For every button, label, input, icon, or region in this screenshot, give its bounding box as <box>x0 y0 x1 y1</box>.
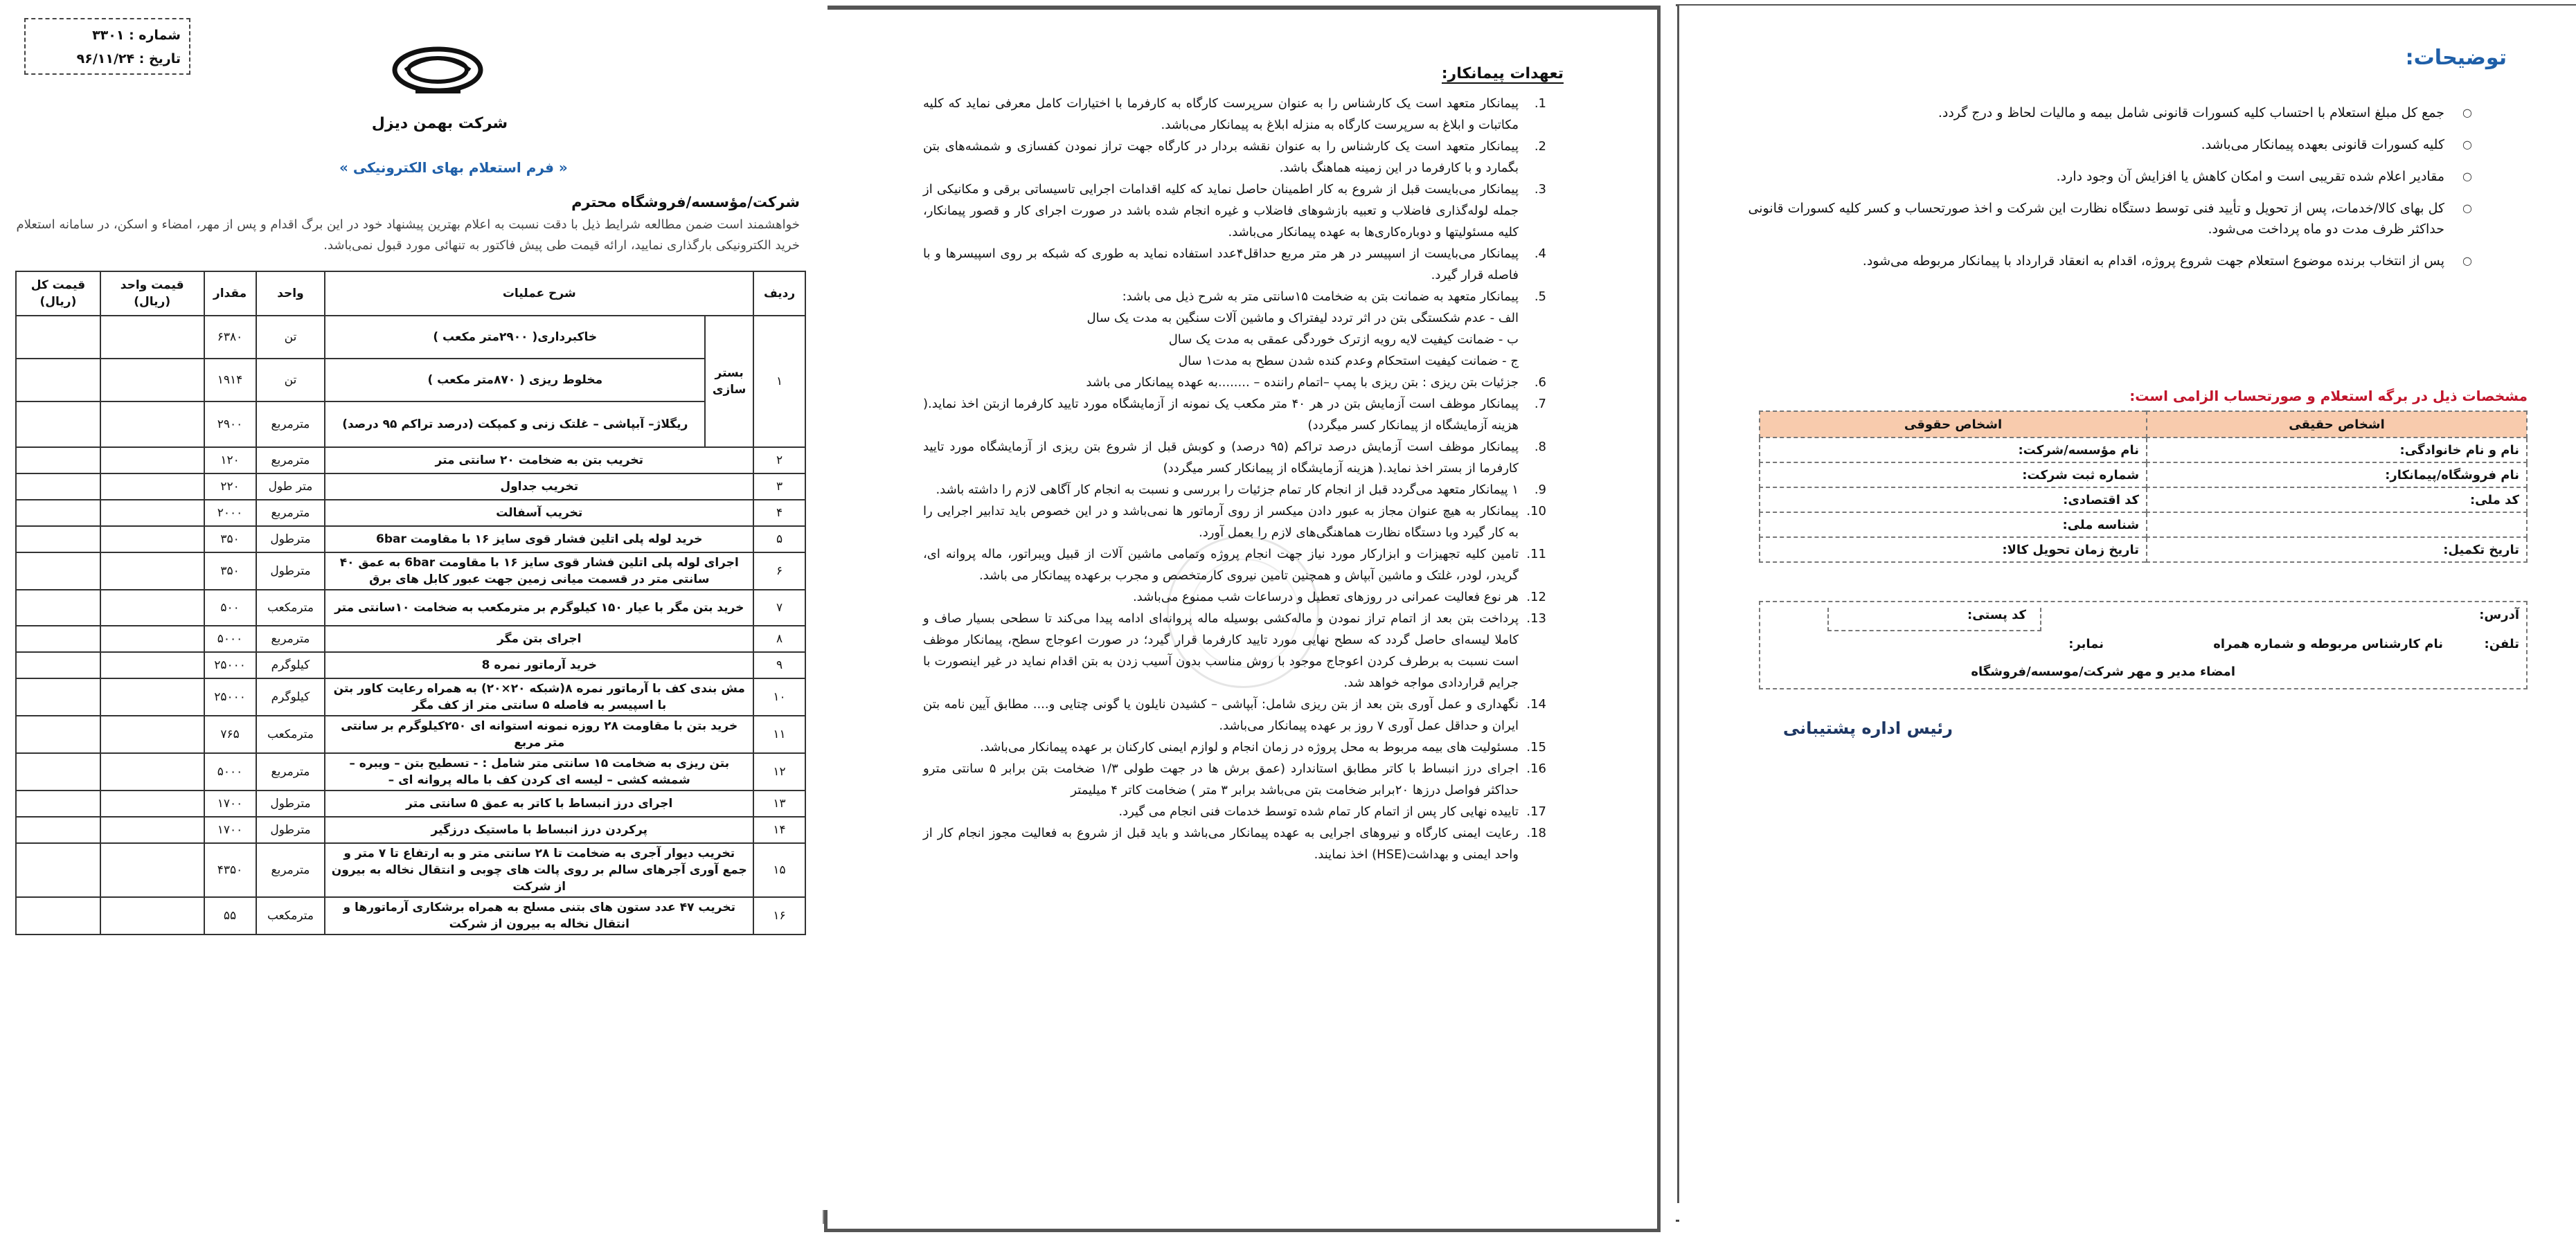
total-price-cell[interactable] <box>16 401 100 447</box>
notes-title: توضیحات: <box>2405 46 2507 70</box>
row-number: ۸ <box>753 626 805 652</box>
duty-item <box>923 758 1546 801</box>
table-row <box>16 401 805 447</box>
row-number: ۱۰ <box>753 678 805 716</box>
item-unit: مترمربع <box>256 626 325 652</box>
item-unit: کیلوگرم <box>256 652 325 678</box>
duty-item <box>923 350 1546 372</box>
table-row <box>16 500 805 526</box>
item-description: خاکبرداری( ۲۹۰۰متر مکعب ) <box>325 316 705 359</box>
signature-label: امضاء مدیر و مهر شرکت/موسسه/فروشگاه <box>1971 665 2235 679</box>
duty-number: 8. <box>1534 440 1546 454</box>
info-field-label[interactable] <box>2147 512 2527 537</box>
duty-text: پیمانکار متعهد به ضمانت بتن به ضخامت ۱۵سانتی متر به شرح ذیل می باشد: <box>1122 289 1519 304</box>
table-row <box>16 817 805 843</box>
duty-text: ب - ضمانت کیفیت لایه رویه ازترک خوردگی عمقی به مدت یک سال <box>1168 332 1519 347</box>
table-row <box>16 897 805 934</box>
duty-text: پیمانکار می‌بایست قبل از شروع به کار اطمینان حاصل نماید که کلیه اقدامات اجرایی تاسیساتی برقی و مکانیکی از جمله لوله‌گذاری فاضلاب و تعبیه بازشوهای فاضلاب و غیره انجام شده باشد در صورت اجرای کار و قصور پیمانکار، کلیه مسئولیتها و دوباره‌کاری‌ها به عهده پیمانکار می‌باشد. <box>923 182 1519 240</box>
item-quantity: ۱۲۰ <box>204 447 256 473</box>
item-unit: مترمربع <box>256 843 325 897</box>
unit-price-cell[interactable] <box>100 652 204 678</box>
table-row <box>16 552 805 590</box>
duty-item <box>923 694 1546 737</box>
info-field-label[interactable]: نام مؤسسه/شرکت: <box>1760 437 2147 462</box>
item-quantity: ۲۵۰۰۰ <box>204 678 256 716</box>
total-price-cell[interactable] <box>16 897 100 934</box>
duty-text: پیمانکار متعهد است یک کارشناس را به عنوان نقشه بردار در کارگاه جهت تراز نمودن کفسازی و شمشه‌های بتن بگمارد و با کارفرما در این زمینه هماهنگ باشد. <box>923 139 1519 175</box>
row-number: ۵ <box>753 526 805 552</box>
table-row <box>1760 537 2527 562</box>
notes-page <box>1679 6 2576 1224</box>
total-price-cell[interactable] <box>16 316 100 359</box>
row-number: ۳ <box>753 473 805 500</box>
header-real-persons: اشخاص حقیقی <box>2147 411 2527 437</box>
duty-number: 1. <box>1534 96 1546 111</box>
item-description: مخلوط ریزی ( ۸۷۰متر مکعب ) <box>325 359 705 401</box>
table-row <box>16 473 805 500</box>
item-description: خرید بتن با مقاومت ۲۸ روزه نمونه استوانه ای ۲۵۰کیلوگرم بر سانتی متر مربع <box>325 716 753 753</box>
info-field-label[interactable]: نام و نام خانوادگی: <box>2147 437 2527 462</box>
price-inquiry-page <box>0 6 828 1210</box>
item-unit: مترطول <box>256 552 325 590</box>
duty-item <box>923 543 1546 586</box>
applicant-info-table <box>1759 410 2528 563</box>
duty-text: پیمانکار موظف است آزمایش بتن در هر ۴۰ متر مکعب یک نمونه از آزمایشگاه مورد تایید کارفرما ازبتن اخذ نماید.( هزینه آزمایشگاه از پیمانکار کسر میگردد) <box>923 397 1519 433</box>
duty-item <box>923 329 1546 350</box>
intro-paragraph: خواهشمند است ضمن مطالعه شرایط ذیل با دقت نسبت به اعلام بهترین پیشنهاد خود در این برگ اقدام و پس از مهر، امضاء و اسکن، در سامانه استعلام خرید الکترونیکی بارگذاری نمایید، ارائه قیمت طی پیش فاکتور به تنهائی مورد قبول نمی‌باشد. <box>16 217 800 253</box>
duty-text: اجرای درز انبساط با کاتر مطابق استاندارد (عمق برش ها در جهت طولی ۱/۳ ضخامت بتن برابر ۵ سانتی مترو حداکثر فواصل درزها ۲۰برابر ضخامت بتن می‌باشد برابر ۳ متر ) ضخامت کاتر ۴ میلیمتر <box>923 761 1519 797</box>
note-item: ○ پس از انتخاب برنده موضوع استعلام جهت شروع پروژه، اقدام به انعقاد قرارداد با پیمانکار مربوطه می‌شود. <box>1724 251 2472 271</box>
info-field-label[interactable]: شماره ثبت شرکت: <box>1760 462 2147 487</box>
duty-text: ج - ضمانت کیفیت استحکام وعدم کنده شدن سطح به مدت۱ سال <box>1179 354 1519 368</box>
item-description: تخریب ۴۷ عدد ستون های بتنی مسلح به همراه برشکاری آرماتورها و انتقال نخاله به بیرون از شرکت <box>325 897 753 934</box>
row-number: ۱۳ <box>753 791 805 817</box>
duty-item <box>923 801 1546 822</box>
duty-number: 10. <box>1526 504 1546 518</box>
row-number: ۱۵ <box>753 843 805 897</box>
items-table <box>15 271 806 935</box>
item-description: بتن ریزی به ضخامت ۱۵ سانتی متر شامل : - تسطیح بتن – ویبره – شمشه کشی – لیسه ای کردن کف با ماله پروانه ای – <box>325 753 753 791</box>
total-price-cell[interactable] <box>16 447 100 473</box>
duty-text: تامین کلیه تجهیزات و ابزارکار مورد نیاز جهت انجام پروژه وتمامی ماشین آلات از قبیل ویبراتور، ماله پروانه ای، گریدر، لودر، غلتک و ماشین آبپاش و همچنین تامین نیروی کارمتخصص و مجرب برعهده پیمانکار می باشد. <box>923 547 1519 583</box>
table-row <box>16 753 805 791</box>
total-price-cell[interactable] <box>16 843 100 897</box>
item-unit: مترطول <box>256 791 325 817</box>
row-number: ۱۱ <box>753 716 805 753</box>
spec-title: مشخصات ذیل در برگه استعلام و صورتحساب الزامی است: <box>2129 388 2528 404</box>
note-item: ○ جمع کل مبلغ استعلام با احتساب کلیه کسورات قانونی شامل بیمه و مالیات لحاظ و درج گردد. <box>1724 102 2472 123</box>
table-row <box>1760 487 2527 512</box>
item-unit: مترمربع <box>256 401 325 447</box>
duty-item <box>923 822 1546 865</box>
row-number: ۲ <box>753 447 805 473</box>
item-quantity: ۳۵۰ <box>204 552 256 590</box>
item-description: ریگلاژ– آبپاشی – غلتک زنی و کمپکت (درصد تراکم ۹۵ درصد) <box>325 401 705 447</box>
contractor-duties-page <box>824 6 1661 1232</box>
duty-item <box>923 586 1546 608</box>
info-field-label[interactable]: نام فروشگاه/پیمانکار: <box>2147 462 2527 487</box>
bahman-logo-icon <box>391 44 485 99</box>
unit-price-cell[interactable] <box>100 401 204 447</box>
total-price-cell[interactable] <box>16 590 100 626</box>
duty-text: پرداخت بتن بعد از اتمام تراز نمودن و ماله‌کشی بوسیله ماله پروانه‌ای ادامه پیدا می‌کند تا سطحی بسیار صاف و کاملا لیسه‌ای حاصل گردد که سطح نهایی مورد تایید کارفرما قرار گیرد؛ در صورت اعوجاج سطح، پیمانکار موظف است نسبت به برطرف کردن اعوجاج موجود با روش مناسب بدون آسیب زدن به بتن اقدام نماید در غیر اینصورت با جرایم قراردادی مواجه خواهد شد. <box>923 611 1519 690</box>
item-unit: متر طول <box>256 473 325 500</box>
duties-title: تعهدات پیمانکار: <box>1441 65 1564 82</box>
unit-price-cell[interactable] <box>100 316 204 359</box>
row-number: ۷ <box>753 590 805 626</box>
item-unit: کیلوگرم <box>256 678 325 716</box>
duty-item <box>923 286 1546 307</box>
info-field-label[interactable]: تاریخ زمان تحویل کالا: <box>1760 537 2147 562</box>
duty-number: 5. <box>1534 289 1546 304</box>
duty-number: 2. <box>1534 139 1546 154</box>
unit-price-cell[interactable] <box>100 817 204 843</box>
letter-date: تاریخ : ۹۶/۱۱/۲۴ <box>76 51 181 66</box>
item-quantity: ۱۹۱۴ <box>204 359 256 401</box>
table-row <box>16 716 805 753</box>
item-unit: مترطول <box>256 526 325 552</box>
unit-price-cell[interactable] <box>100 552 204 590</box>
duty-text: پیمانکار متعهد است یک کارشناس را به عنوان سرپرست کارگاه به کارفرما با اختیارات کامل معرفی نماید که کلیه مکاتبات و ابلاغ به سرپرست کارگاه به منزله ابلاغ به پیمانکار می‌باشد. <box>923 96 1519 132</box>
letter-number-box <box>24 18 190 75</box>
item-description: خرید آرماتور نمره 8 <box>325 652 753 678</box>
duty-text: پیمانکار موظف است آزمایش درصد تراکم (۹۵ درصد) و کوبش قبل از شروع بتن ریزی از آزمایشگاه مورد تایید کارفرما از بستر اخذ نماید.( هزینه آزمایشگاه از پیمانکار کسر میگردد) <box>923 440 1519 476</box>
header-description: شرح عملیات <box>325 271 753 316</box>
table-row <box>16 626 805 652</box>
table-row <box>1760 512 2527 537</box>
duty-item <box>923 136 1546 179</box>
duty-item <box>923 608 1546 694</box>
info-field-label[interactable]: کد اقتصادی: <box>1760 487 2147 512</box>
duty-number: 6. <box>1534 375 1546 390</box>
duty-text: ۱ پیمانکار متعهد می‌گردد قبل از انجام کار تمام جزئیات را بررسی و نسبت به انجام کار آگاهی لازم را داشته باشد. <box>936 482 1519 497</box>
total-price-cell[interactable] <box>16 626 100 652</box>
item-quantity: ۲۹۰۰ <box>204 401 256 447</box>
item-quantity: ۵۰۰۰ <box>204 626 256 652</box>
item-quantity: ۴۳۵۰ <box>204 843 256 897</box>
item-unit: مترمکعب <box>256 590 325 626</box>
company-name: شرکت بهمن دیزل <box>371 115 508 132</box>
duty-item <box>923 436 1546 479</box>
row-number: ۱۶ <box>753 897 805 934</box>
item-description: پرکردن درز انبساط با ماستیک درزگیر <box>325 817 753 843</box>
postal-code-label: کد پستی: <box>1827 608 2041 631</box>
item-quantity: ۲۲۰ <box>204 473 256 500</box>
duty-item <box>923 393 1546 436</box>
duty-item <box>923 737 1546 758</box>
item-unit: مترمربع <box>256 500 325 526</box>
duty-number: 16. <box>1526 761 1546 776</box>
duty-number: 4. <box>1534 246 1546 261</box>
info-field-label[interactable]: شناسه ملی: <box>1760 512 2147 537</box>
header-row: ردیف <box>753 271 805 316</box>
unit-price-cell[interactable] <box>100 526 204 552</box>
duty-item <box>923 179 1546 243</box>
row-number: ۱۴ <box>753 817 805 843</box>
table-row <box>16 526 805 552</box>
notes-list <box>1724 102 2472 282</box>
total-price-cell[interactable] <box>16 716 100 753</box>
info-field-label[interactable]: تاریخ تکمیل: <box>2147 537 2527 562</box>
unit-price-cell[interactable] <box>100 626 204 652</box>
total-price-cell[interactable] <box>16 817 100 843</box>
unit-price-cell[interactable] <box>100 897 204 934</box>
note-item: ○ کل بهای کالا/خدمات، پس از تحویل و تأیید فنی توسط دستگاه نظارت این شرکت و اخذ صورتحساب و کسر کلیه کسورات قانونی حداکثر ظرف مدت دو ماه پرداخت می‌شود. <box>1724 198 2472 240</box>
duty-item <box>923 93 1546 136</box>
unit-price-cell[interactable] <box>100 359 204 401</box>
header-unit: واحد <box>256 271 325 316</box>
header-unit-price: قیمت واحد (ریال) <box>100 271 204 316</box>
fax-label: نمابر: <box>2068 637 2104 651</box>
total-price-cell[interactable] <box>16 473 100 500</box>
address-label: آدرس: <box>2479 608 2519 622</box>
total-price-cell[interactable] <box>16 753 100 791</box>
duty-item <box>923 372 1546 393</box>
table-row <box>16 316 805 359</box>
total-price-cell[interactable] <box>16 791 100 817</box>
total-price-cell[interactable] <box>16 552 100 590</box>
table-row <box>1760 437 2527 462</box>
total-price-cell[interactable] <box>16 359 100 401</box>
duty-number: 11. <box>1526 547 1546 561</box>
duty-item <box>923 500 1546 543</box>
unit-price-cell[interactable] <box>100 678 204 716</box>
table-row <box>16 843 805 897</box>
item-quantity: ۳۵۰ <box>204 526 256 552</box>
item-quantity: ۷۶۵ <box>204 716 256 753</box>
row-number: ۱ <box>753 316 805 447</box>
table-row <box>16 359 805 401</box>
note-item: ○ کلیه کسورات قانونی بعهده پیمانکار می‌باشد. <box>1724 134 2472 155</box>
duty-text: رعایت ایمنی کارگاه و نیروهای اجرایی به عهده پیمانکار می‌باشد و باید قبل از شروع به فعالیت مجوز انجام کار از واحد ایمنی و بهداشت(HSE) اخذ نمایند. <box>923 826 1519 862</box>
item-unit: تن <box>256 359 325 401</box>
duty-number: 15. <box>1526 740 1546 755</box>
item-quantity: ۵۰۰ <box>204 590 256 626</box>
row-number: ۱۲ <box>753 753 805 791</box>
item-quantity: ۱۷۰۰ <box>204 817 256 843</box>
duties-list <box>923 93 1546 865</box>
duty-number: 7. <box>1534 397 1546 411</box>
item-quantity: ۱۷۰۰ <box>204 791 256 817</box>
letter-number: شماره : ۳۳۰۱ <box>92 28 181 43</box>
table-row <box>16 791 805 817</box>
unit-price-cell[interactable] <box>100 716 204 753</box>
item-description: تخریب آسفالت <box>325 500 753 526</box>
item-unit: مترمکعب <box>256 897 325 934</box>
row-number: ۶ <box>753 552 805 590</box>
item-unit: مترمربع <box>256 447 325 473</box>
group-label: بستر سازی <box>705 316 753 447</box>
item-description: خرید بتن مگر با عیار ۱۵۰ کیلوگرم بر مترمکعب به ضخامت ۱۰سانتی متر <box>325 590 753 626</box>
item-description: تخریب جداول <box>325 473 753 500</box>
unit-price-cell[interactable] <box>100 473 204 500</box>
item-description: اجرای لوله پلی اتلین فشار قوی سایز ۱۶ با مقاومت 6bar به عمق ۴۰ سانتی متر در قسمت میانی زمین جهت عبور کابل های برق <box>325 552 753 590</box>
duty-item <box>923 479 1546 500</box>
duty-number: 14. <box>1526 697 1546 712</box>
header-total-price: قیمت کل (ریال) <box>16 271 100 316</box>
duty-text: جزئیات بتن ریزی : بتن ریزی با پمپ –اتمام راننده – ........به عهده پیمانکار می باشد <box>1086 375 1519 390</box>
duty-text: تاییده نهایی کار پس از اتمام کار تمام شده توسط خدمات فنی انجام می گیرد. <box>1118 804 1519 819</box>
item-description: مش بندی کف با آرماتور نمره ۸(شبکه ۲۰×۲۰) به همراه رعایت کاور بتن با اسپیسر به فاصله ۵ سانتی متر از کف مگر <box>325 678 753 716</box>
total-price-cell[interactable] <box>16 652 100 678</box>
total-price-cell[interactable] <box>16 500 100 526</box>
table-row <box>1760 462 2527 487</box>
expert-label: نام کارشناس مربوطه و شماره همراه <box>2213 637 2443 651</box>
duty-text: الف - عدم شکستگی بتن در اثر تردد لیفتراک و ماشین آلات سنگین به مدت یک سال <box>1086 311 1519 325</box>
duty-number: 12. <box>1526 590 1546 604</box>
duty-number: 9. <box>1534 482 1546 497</box>
item-quantity: ۵۰۰۰ <box>204 753 256 791</box>
row-number: ۹ <box>753 652 805 678</box>
header-legal-persons: اشخاص حقوقی <box>1760 411 2147 437</box>
item-unit: تن <box>256 316 325 359</box>
item-quantity: ۲۵۰۰۰ <box>204 652 256 678</box>
total-price-cell[interactable] <box>16 678 100 716</box>
duty-text: پیمانکار می‌بایست از اسپیسر در هر متر مربع حداقل۴عدد استفاده نماید به طوری که شبکه بر روی اسپیسرها و با فاصله قرار گیرد. <box>923 246 1519 282</box>
duty-item <box>923 243 1546 286</box>
item-description: اجرای درز انبساط با کاتر به عمق ۵ سانتی متر <box>325 791 753 817</box>
duty-number: 18. <box>1526 826 1546 840</box>
item-quantity: ۲۰۰۰ <box>204 500 256 526</box>
item-unit: مترمکعب <box>256 716 325 753</box>
address-box <box>1759 601 2528 689</box>
info-field-label[interactable]: کد ملی: <box>2147 487 2527 512</box>
header-quantity: مقدار <box>204 271 256 316</box>
unit-price-cell[interactable] <box>100 791 204 817</box>
table-row <box>16 447 805 473</box>
duty-number: 3. <box>1534 182 1546 197</box>
note-item: ○ مقادیر اعلام شده تقریبی است و امکان کاهش یا افزایش آن وجود دارد. <box>1724 166 2472 187</box>
duty-text: هر نوع فعالیت عمرانی در روزهای تعطیل و درساعات شب ممنوع می‌باشد. <box>1132 590 1519 604</box>
duty-number: 13. <box>1526 611 1546 626</box>
unit-price-cell[interactable] <box>100 590 204 626</box>
item-description: تخریب دیوار آجری به ضخامت تا ۲۸ سانتی متر و به ارتفاع تا ۷ متر و جمع آوری آجرهای سالم بر روی پالت های چوبی و انتقال نخاله به بیرون از شرکت <box>325 843 753 897</box>
unit-price-cell[interactable] <box>100 753 204 791</box>
total-price-cell[interactable] <box>16 526 100 552</box>
table-row <box>16 652 805 678</box>
phone-label: تلفن: <box>2484 637 2519 651</box>
duty-text: مسئولیت های بیمه مربوط به محل پروژه در زمان انجام و لوازم ایمنی کارکنان بر عهده پیمانکار می‌باشد. <box>979 740 1519 755</box>
item-unit: مترطول <box>256 817 325 843</box>
form-title: « فرم استعلام بهای الکترونیکی » <box>339 159 568 176</box>
table-row <box>16 590 805 626</box>
unit-price-cell[interactable] <box>100 500 204 526</box>
item-description: اجرای بتن مگر <box>325 626 753 652</box>
item-description: تخریب بتن به ضخامت ۲۰ سانتی متر <box>325 447 753 473</box>
table-row <box>16 678 805 716</box>
item-quantity: ۵۵ <box>204 897 256 934</box>
item-quantity: ۶۳۸۰ <box>204 316 256 359</box>
addressee: شرکت/مؤسسه/فروشگاه محترم <box>571 194 800 210</box>
duty-item <box>923 307 1546 329</box>
duty-text: پیمانکار به هیچ عنوان مجاز به عبور دادن میکسر از روی آرماتور ها نمی‌باشد و در این خصوص باید تدابیر اجرایی را به کار گیرد وبا دستگاه نظارت هماهنگی‌های لازم را بعمل آورد. <box>923 504 1519 540</box>
chief-signature: رئیس اداره پشتیبانی <box>1782 719 1953 738</box>
unit-price-cell[interactable] <box>100 447 204 473</box>
duty-text: نگهداری و عمل آوری بتن بعد از بتن ریزی شامل: آبپاشی – کشیدن نایلون یا گونی چتایی و.... مطابق آیین نامه بتن ایران و حداقل عمل آوری ۷ روز بر عهده پیمانکار می‌باشد. <box>923 697 1519 733</box>
unit-price-cell[interactable] <box>100 843 204 897</box>
item-description: خرید لوله پلی اتلین فشار قوی سایز ۱۶ با مقاومت 6bar <box>325 526 753 552</box>
duty-number: 17. <box>1526 804 1546 819</box>
row-number: ۴ <box>753 500 805 526</box>
item-unit: مترمربع <box>256 753 325 791</box>
